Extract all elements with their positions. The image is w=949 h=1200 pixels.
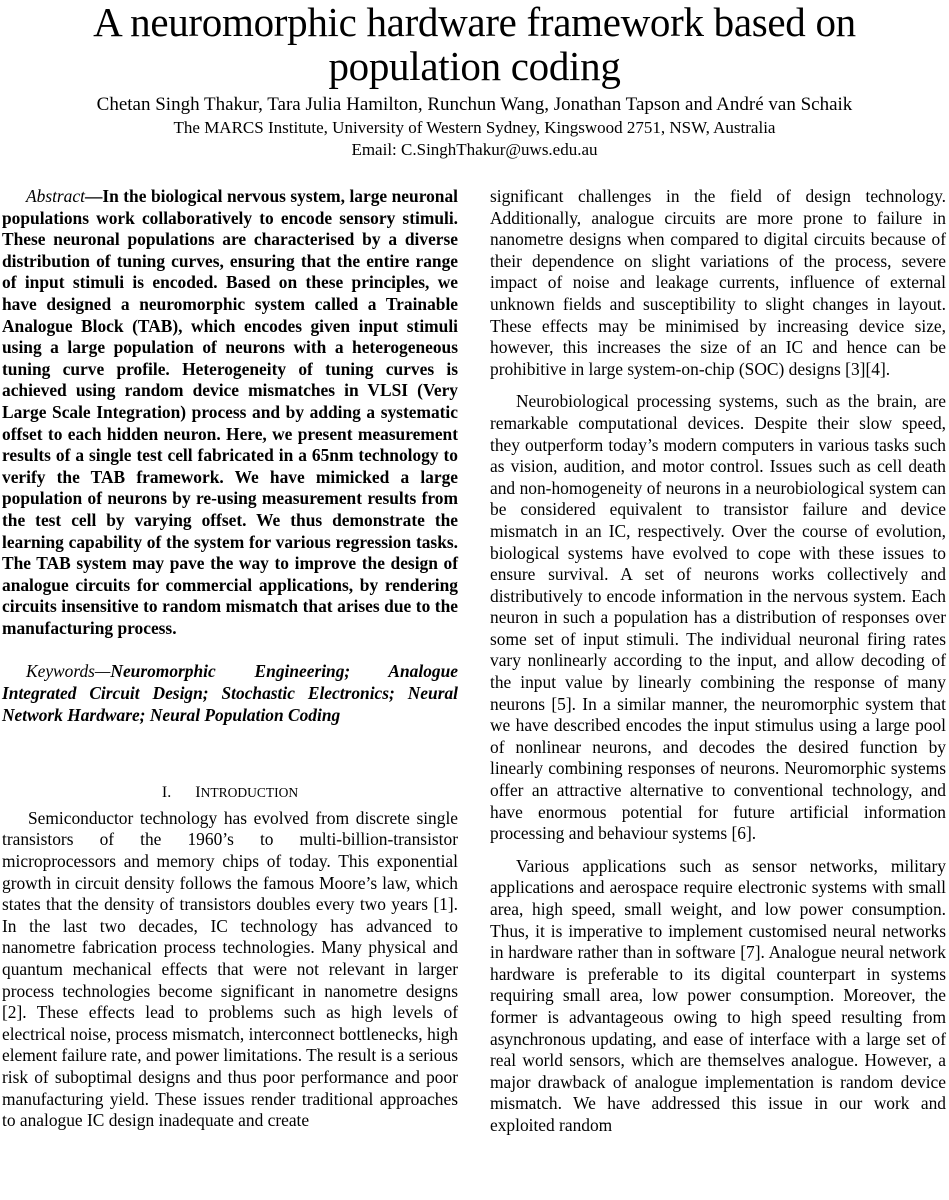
intro-paragraph-2: significant challenges in the field of design technology. Additionally, analogue circuits are more prone to failure in nanometre designs when compared to digital circuits because of their dependence on slight variations of the process, severe impact of noise and leakage currents, influence of external unknown fields and susceptibility to slight changes in layout. These effects may be minimised by increasing device size, however, this increases the size of an IC and hence can be prohibitive in large system-on-chip (SOC) designs [3][4].	[490, 186, 946, 379]
keywords-label: Keywords—	[26, 661, 111, 682]
section-title-initial: I	[195, 784, 201, 802]
abstract-text: In the biological nervous system, large neuronal populations work collaboratively to encode sensory stimuli. These neuronal populations are characterised by a diverse distribution of tuning curves, ensuring that the entire range of input stimuli is encoded. Based on these principles, we have designed a neuromorphic system called a Trainable Analogue Block (TAB), which encodes given input stimuli using a large population of neurons with a heterogeneous tuning curve profile. Heterogeneity of tuning curves is achieved using random device mismatches in VLSI (Very Large Scale Integration) process and by adding a systematic offset to each hidden neuron. Here, we present measurement results of a single test cell fabricated in a 65nm technology to verify the TAB framework. We have mimicked a large population of neurons by re-using measurement results from the test cell by varying offset. We thus demonstrate the learning capability of the system for various regression tasks. The TAB system may pave the way to improve the design of analogue circuits for commercial applications, by rendering circuits insensitive to random mismatch that arises due to the manufacturing process.	[2, 186, 458, 638]
paper-header	[0, 0, 949, 161]
abstract-dash: —	[84, 186, 103, 206]
intro-paragraph-4: Various applications such as sensor networks, military applications and aerospace require electronic systems with small area, high speed, small weight, and low power consumption. Thus, it is imperative to implement customised neural networks in hardware rather than in software [7]. Analogue neural network hardware is preferable to its digital counterpart in systems requiring small area, low power consumption. Moreover, the former is advantageous owing to high speed resulting from asynchronous updating, and ease of interface with a large set of real world sensors, which are themselves analogue. However, a major drawback of analogue implementation is random device mismatch. We have addressed this issue in our work and exploited random	[490, 855, 946, 1135]
section-title-rest: NTRODUCTION	[200, 785, 299, 801]
paper-title-line-2: population coding	[328, 43, 621, 89]
abstract	[2, 186, 458, 639]
keywords-text: Neuromorphic Engineering; Analogue Integrated Circuit Design; Stochastic Electronics; Neural Network Hardware; Neural Population Coding	[2, 661, 458, 725]
section-heading-introduction	[2, 782, 458, 804]
author-list: Chetan Singh Thakur, Tara Julia Hamilton, Runchun Wang, Jonathan Tapson and André van Schaik	[96, 94, 853, 115]
abstract-label: Abstract	[26, 186, 85, 206]
right-column	[490, 186, 946, 1137]
paper-title-line-1: A neuromorphic hardware framework based on	[93, 0, 856, 45]
contact-email: Email: C.SinghThakur@uws.edu.au	[351, 140, 598, 159]
section-number: I.	[161, 784, 172, 802]
intro-paragraph-3: Neurobiological processing systems, such as the brain, are remarkable computational devices. Despite their slow speed, they outperform today’s modern computers in various tasks such as vision, audition, and motor control. Issues such as cell death and non-homogeneity of neurons in a neurobiological system can be considered equivalent to transistor failure and device mismatch in an IC, respectively. Over the course of evolution, biological systems have evolved to cope with these issues to ensure survival. A set of neurons works collectively and distributively to encode information in the nervous system. Each neuron in such a population has a distribution of responses over some set of input stimuli. The individual neuronal firing rates vary nonlinearly according to the input, and allow decoding of the input value by linearly combining the response of many neurons [5]. In a similar manner, the neuromorphic system that we have described encodes the input stimulus using a large pool of nonlinear neurons, and decodes the desired function by linearly combining responses of neurons. Neuromorphic systems offer an attractive alternative to conventional technology, and have enormous potential for future artificial information processing and behaviour systems [6].	[490, 391, 946, 844]
intro-paragraph-1: Semiconductor technology has evolved from discrete single transistors of the 1960’s to multi-billion-transistor microprocessors and memory chips of today. This exponential growth in circuit density follows the famous Moore’s law, which states that the density of transistors doubles every two years [1]. In the last two decades, IC technology has advanced to nanometre fabrication process technologies. Many physical and quantum mechanical effects that were not relevant in larger process technologies become significant in nanometre designs [2]. These effects lead to problems such as high levels of electrical noise, process mismatch, interconnect bottlenecks, high element failure rate, and power limitations. The result is a serious risk of suboptimal designs and thus poor performance and poor manufacturing yield. These issues render traditional approaches to analogue IC design inadequate and create	[2, 807, 458, 1131]
left-column	[2, 186, 458, 1132]
paper-title	[0, 0, 949, 88]
affiliation: The MARCS Institute, University of Western Sydney, Kingswood 2751, NSW, Australia	[173, 118, 776, 137]
keywords	[2, 661, 458, 726]
